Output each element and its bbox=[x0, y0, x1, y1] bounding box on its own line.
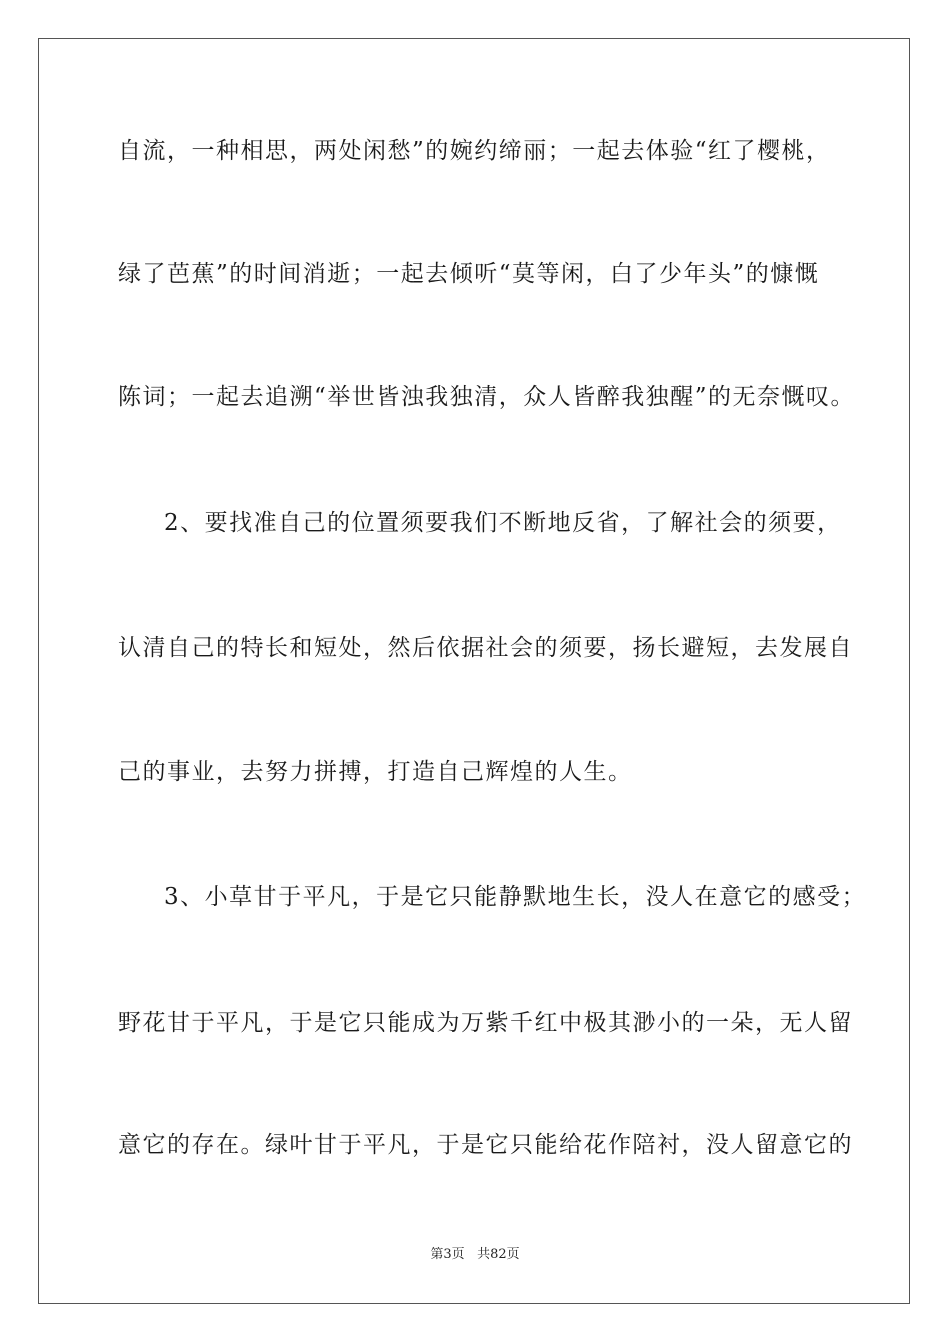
page-number: 第3页 bbox=[430, 1247, 465, 1262]
total-pages: 共82页 bbox=[477, 1247, 520, 1262]
text-line: 意它的存在。绿叶甘于平凡，于是它只能给花作陪衬，没人留意它的 bbox=[118, 1132, 853, 1158]
text-line: 自流，一种相思，两处闲愁”的婉约缔丽；一起去体验“红了樱桃， bbox=[118, 138, 831, 164]
text-line: 陈词；一起去追溯“举世皆浊我独清，众人皆醉我独醒”的无奈慨叹。 bbox=[118, 384, 856, 410]
text-line: 认清自己的特长和短处，然后依据社会的须要，扬长避短，去发展自 bbox=[118, 635, 853, 661]
paragraph-start-line: 3、小草甘于平凡，于是它只能静默地生长，没人在意它的感受； bbox=[164, 884, 867, 910]
text-line: 己的事业，去努力拼搏，打造自己辉煌的人生。 bbox=[118, 759, 633, 785]
page-footer bbox=[0, 1246, 950, 1264]
paragraph-start-line: 2、要找准自己的位置须要我们不断地反省，了解社会的须要， bbox=[164, 510, 842, 536]
text-line: 绿了芭蕉”的时间消逝；一起去倾听“莫等闲，白了少年头”的慷慨 bbox=[118, 261, 820, 287]
text-line: 野花甘于平凡，于是它只能成为万紫千红中极其渺小的一朵，无人留 bbox=[118, 1010, 853, 1036]
page-border bbox=[38, 38, 910, 1304]
